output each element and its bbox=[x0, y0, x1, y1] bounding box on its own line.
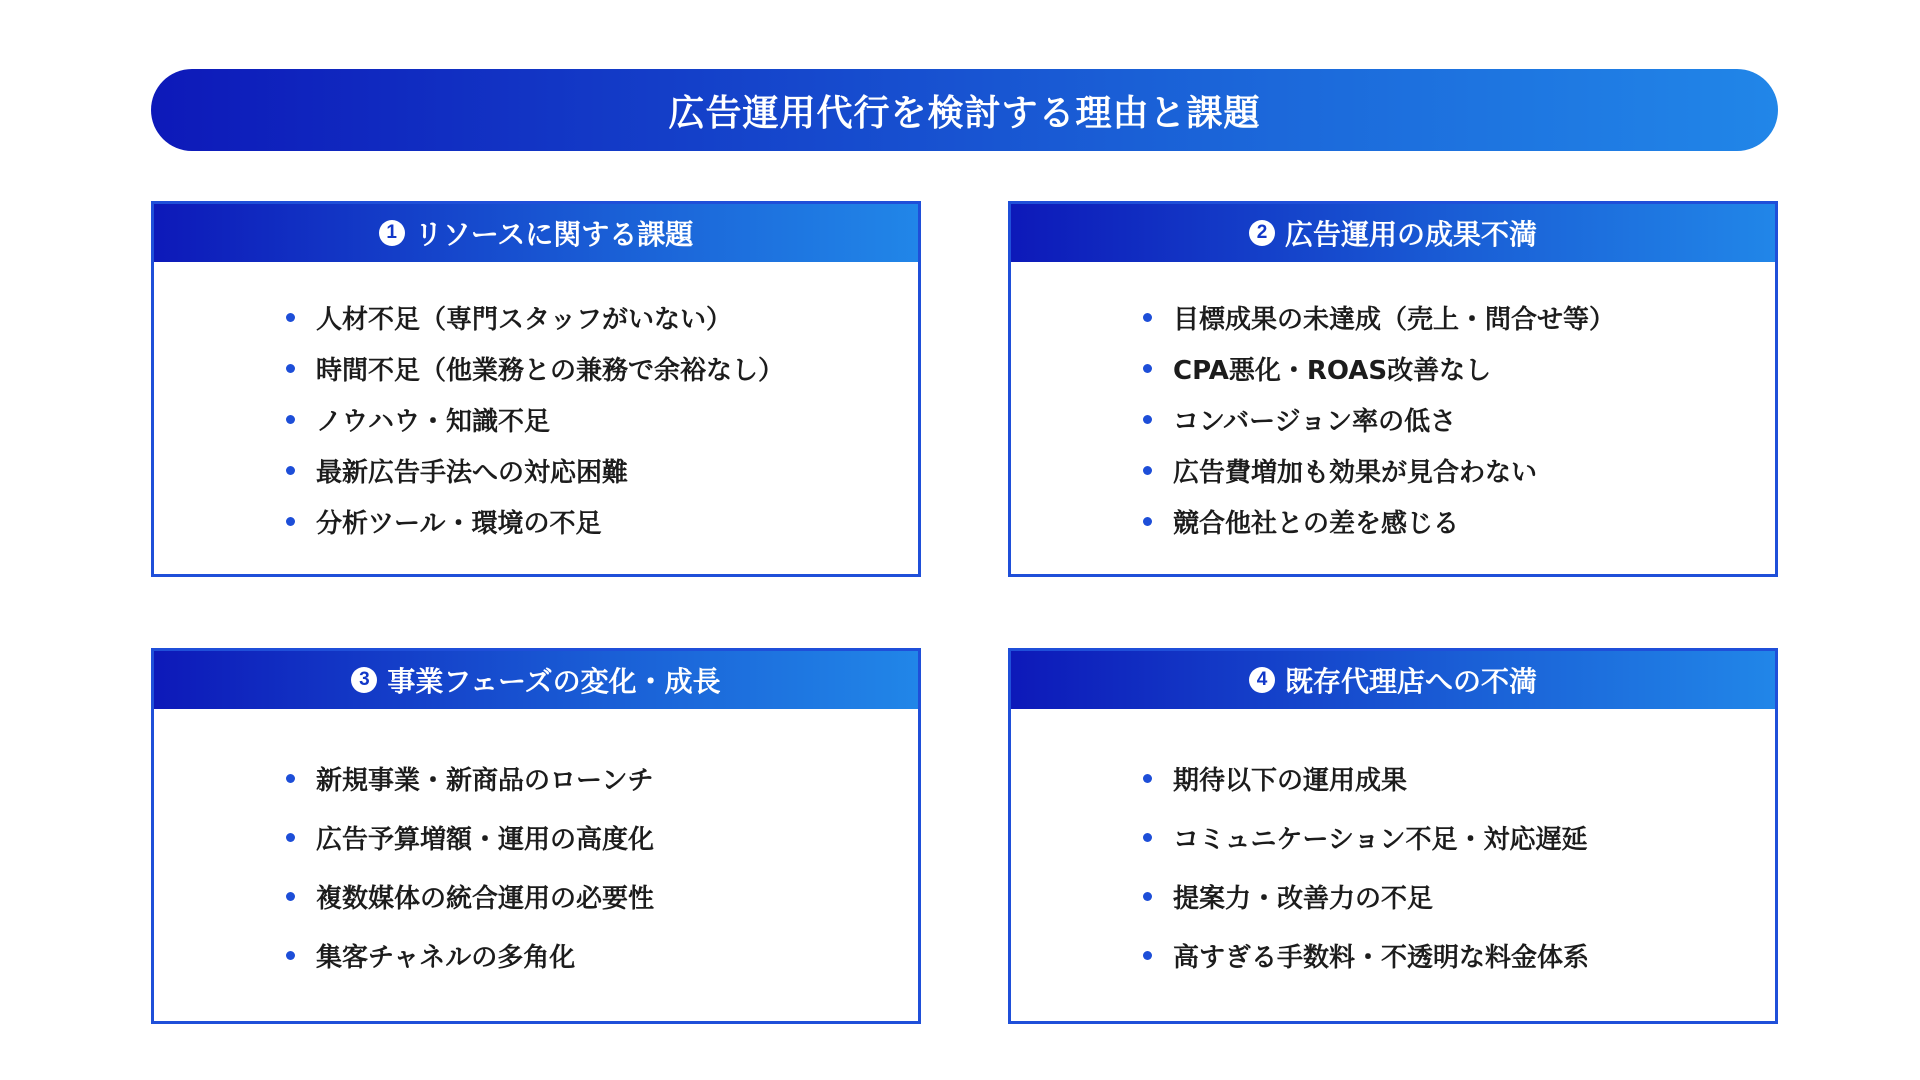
list-item bbox=[286, 292, 784, 343]
title-banner bbox=[151, 69, 1778, 151]
number-badge: 2 bbox=[1249, 220, 1275, 246]
list-item-text: コンバージョン率の低さ bbox=[1173, 407, 1457, 437]
list-item-text: 広告予算増額・運用の高度化 bbox=[316, 825, 655, 855]
list-item bbox=[286, 926, 654, 985]
list-item bbox=[286, 749, 654, 808]
bullet-icon bbox=[1143, 892, 1152, 901]
card-header bbox=[154, 651, 918, 709]
list-item-text: 集客チャネルの多角化 bbox=[316, 943, 576, 973]
list-item-text: 最新広告手法への対応困難 bbox=[316, 458, 629, 488]
list-item-text: 複数媒体の統合運用の必要性 bbox=[316, 884, 655, 914]
card-title: 既存代理店への不満 bbox=[1284, 665, 1537, 698]
list-item bbox=[1143, 445, 1615, 496]
list-item bbox=[286, 496, 784, 547]
bullet-icon bbox=[1143, 833, 1152, 842]
card-agency-dissatisfaction bbox=[1008, 648, 1778, 1024]
list-item bbox=[286, 867, 654, 926]
bullet-icon bbox=[1143, 415, 1152, 424]
card-business-phase-change bbox=[151, 648, 921, 1024]
list-item bbox=[1143, 343, 1615, 394]
issue-list bbox=[286, 292, 784, 547]
bullet-icon bbox=[286, 313, 295, 322]
list-item-text: 新規事業・新商品のローンチ bbox=[316, 766, 654, 796]
bullet-icon bbox=[286, 774, 295, 783]
list-item-text: コミュニケーション不足・対応遅延 bbox=[1173, 825, 1588, 855]
list-item bbox=[286, 343, 784, 394]
list-item-text: 人材不足（専門スタッフがいない） bbox=[316, 305, 733, 335]
card-resource-issues bbox=[151, 201, 921, 577]
bullet-icon bbox=[286, 517, 295, 526]
list-item bbox=[286, 808, 654, 867]
list-item-text: 期待以下の運用成果 bbox=[1173, 766, 1408, 796]
number-badge: 4 bbox=[1249, 667, 1275, 693]
bullet-icon bbox=[1143, 517, 1152, 526]
page-title: 広告運用代行を検討する理由と課題 bbox=[668, 92, 1261, 134]
issue-list bbox=[286, 749, 654, 985]
bullet-icon bbox=[286, 466, 295, 475]
bullet-icon bbox=[286, 833, 295, 842]
issue-list bbox=[1143, 292, 1615, 547]
list-item bbox=[1143, 292, 1615, 343]
bullet-icon bbox=[1143, 774, 1152, 783]
list-item-text: 競合他社との差を感じる bbox=[1173, 509, 1460, 539]
bullet-icon bbox=[1143, 951, 1152, 960]
list-item-text: 提案力・改善力の不足 bbox=[1173, 884, 1434, 914]
list-item-text: 目標成果の未達成（売上・問合せ等） bbox=[1173, 305, 1616, 335]
list-item-text: 高すぎる手数料・不透明な料金体系 bbox=[1173, 943, 1590, 973]
issue-list bbox=[1143, 749, 1589, 985]
bullet-icon bbox=[1143, 466, 1152, 475]
list-item-text: 広告費増加も効果が見合わない bbox=[1173, 458, 1538, 488]
list-item bbox=[1143, 926, 1589, 985]
card-header bbox=[1011, 651, 1775, 709]
list-item bbox=[1143, 808, 1589, 867]
bullet-icon bbox=[1143, 313, 1152, 322]
list-item-text: 分析ツール・環境の不足 bbox=[316, 509, 602, 539]
list-item bbox=[1143, 867, 1589, 926]
bullet-icon bbox=[1143, 364, 1152, 373]
card-title: 事業フェーズの変化・成長 bbox=[387, 665, 721, 698]
card-title: リソースに関する課題 bbox=[414, 218, 694, 251]
card-title: 広告運用の成果不満 bbox=[1284, 218, 1537, 251]
card-header bbox=[154, 204, 918, 262]
list-item bbox=[1143, 394, 1615, 445]
list-item-text: 時間不足（他業務との兼務で余裕なし） bbox=[316, 356, 785, 386]
number-badge: 1 bbox=[379, 220, 405, 246]
list-item-text: ノウハウ・知識不足 bbox=[316, 407, 551, 437]
bullet-icon bbox=[286, 951, 295, 960]
bullet-icon bbox=[286, 364, 295, 373]
list-item bbox=[286, 394, 784, 445]
bullet-icon bbox=[286, 892, 295, 901]
list-item bbox=[1143, 749, 1589, 808]
card-header bbox=[1011, 204, 1775, 262]
list-item bbox=[286, 445, 784, 496]
card-performance-dissatisfaction bbox=[1008, 201, 1778, 577]
number-badge: 3 bbox=[351, 667, 377, 693]
bullet-icon bbox=[286, 415, 295, 424]
list-item bbox=[1143, 496, 1615, 547]
list-item-text: CPA悪化・ROAS改善なし bbox=[1173, 356, 1492, 386]
